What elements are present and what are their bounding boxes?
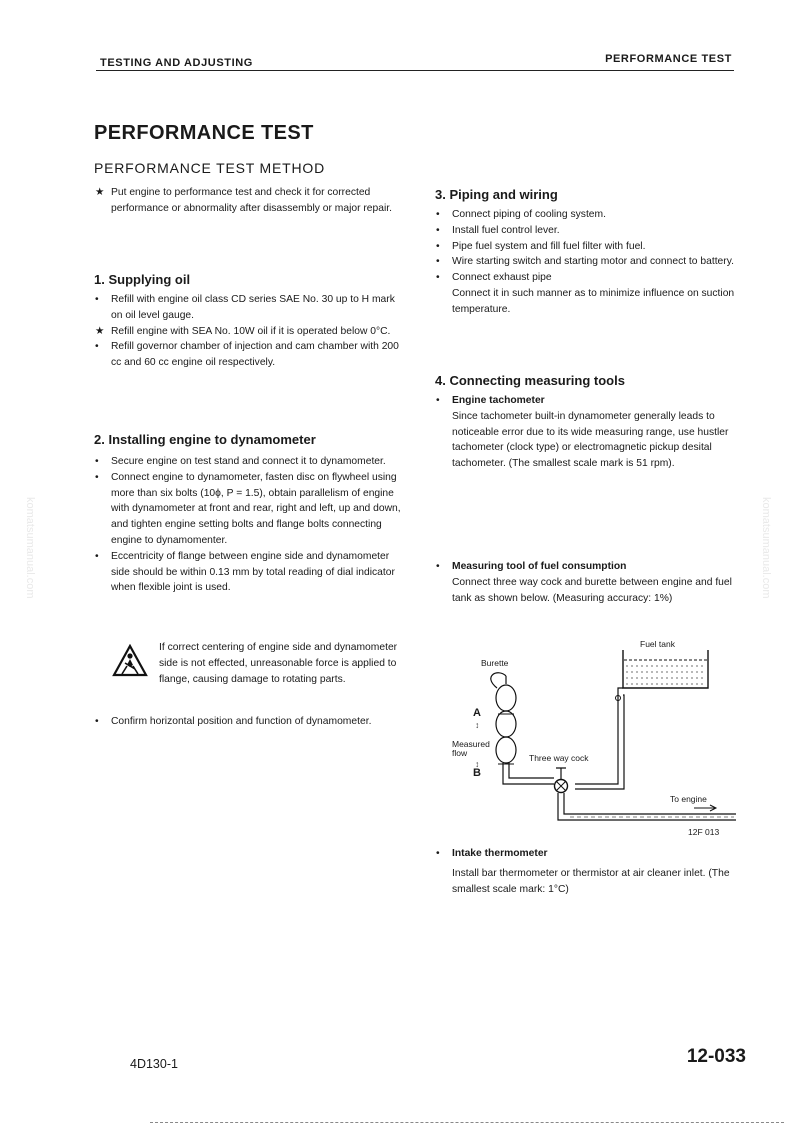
- section-1-title: 1. Supplying oil: [94, 272, 191, 287]
- section-2-title: 2. Installing engine to dynamometer: [94, 432, 316, 447]
- star-marker: ★: [95, 325, 105, 337]
- list-item: [435, 270, 743, 286]
- list-item: [435, 223, 743, 239]
- warning-text: If correct centering of engine side and dynamometer side is not effected, unreasonable force is applied to flange, causing damage to rotating parts.: [159, 642, 398, 685]
- item-text: Connect exhaust pipe: [452, 272, 552, 284]
- bullet-marker: •: [436, 209, 440, 220]
- list-item: [435, 207, 743, 223]
- burette-bulb-lower: [496, 737, 516, 763]
- tachometer-block: [435, 393, 743, 472]
- bullet-marker: •: [436, 561, 440, 572]
- flow-arrow: [694, 805, 716, 811]
- list-item: [94, 714, 402, 730]
- bottom-scan-line: [150, 1122, 784, 1124]
- burette-bulb-upper: [496, 685, 516, 711]
- item-text: Refill with engine oil class CD series SAE No. 30 up to H mark on oil level gauge.: [111, 294, 395, 321]
- item-text: Refill governor chamber of injection and cam chamber with 200 cc and 60 cc engine oil respectively.: [111, 341, 399, 369]
- item-text: Eccentricity of flange between engine side and dynamometer side should be within 0.13 mm by total reading of dial indicator when flexible joint is used.: [111, 550, 395, 594]
- measured-label: Measured: [452, 739, 490, 749]
- page-subtitle: PERFORMANCE TEST METHOD: [94, 160, 326, 176]
- item-text: Wire starting switch and starting motor and connect to battery.: [452, 256, 734, 268]
- star-marker: ★: [95, 187, 105, 198]
- tachometer-text: Since tachometer built-in dynamometer generally leads to noticeable error due to its wide measuring range, use hustler tachometer (clock type) or electromagnetic pickup desital tachometer. (The smallest scale mark is 51 rpm).: [452, 410, 729, 470]
- engine-pipe: [558, 793, 736, 820]
- burette-pipe: [503, 763, 554, 784]
- figure-ref: 12F 013: [688, 827, 720, 837]
- bullet-marker: •: [436, 395, 440, 406]
- fuel-measurement-diagram: [440, 636, 744, 841]
- burette-bulb-middle: [496, 711, 516, 737]
- arrow-b: ↕: [475, 759, 480, 769]
- list-item: [94, 292, 402, 324]
- list-item: [94, 324, 402, 340]
- intro-note: [94, 185, 402, 217]
- flow-label: flow: [452, 748, 468, 758]
- bullet-marker: •: [95, 471, 99, 483]
- fuel-consumption-block: [435, 559, 743, 606]
- intro-text: Put engine to performance test and check it for corrected performance or abnormality after disassembly or major repair.: [111, 187, 392, 214]
- bullet-marker: •: [95, 341, 99, 353]
- intake-text: Install bar thermometer or thermistor at air cleaner inlet. (The smallest scale mark: 1°C): [452, 867, 730, 895]
- section-2-last: [94, 714, 402, 730]
- item-text: Secure engine on test stand and connect it to dynamometer.: [111, 456, 386, 467]
- footer-page-number: 12-033: [686, 1046, 746, 1067]
- to-engine-label: To engine: [670, 794, 707, 804]
- section-3-title: 3. Piping and wiring: [435, 187, 558, 202]
- fuel-consumption-heading: Measuring tool of fuel consumption: [452, 561, 627, 572]
- watermark-right: komatsumanual.com: [760, 497, 772, 599]
- item-text: Install fuel control lever.: [452, 224, 560, 236]
- item-text: Confirm horizontal position and function of dynamometer.: [111, 716, 372, 727]
- fuel-consumption-text: Connect three way cock and burette between engine and fuel tank as shown below. (Measuring accuracy: 1%): [452, 576, 732, 604]
- list-item: [94, 454, 402, 470]
- section-4-title: 4. Connecting measuring tools: [435, 373, 625, 388]
- list-item: [435, 239, 743, 255]
- list-item: [94, 549, 402, 596]
- header-page-title: PERFORMANCE TEST: [605, 53, 732, 65]
- bullet-marker: •: [436, 224, 440, 236]
- header-section-title: TESTING AND ADJUSTING: [100, 57, 253, 69]
- arrow-a: ↕: [475, 720, 480, 730]
- bullet-marker: •: [95, 456, 99, 467]
- tank-pipe: [575, 688, 623, 784]
- item-text: Pipe fuel system and fill fuel filter with fuel.: [452, 240, 646, 252]
- bullet-marker: •: [436, 272, 440, 284]
- header-rule: [96, 70, 734, 71]
- mark-b-label: B: [473, 767, 481, 779]
- list-item: [435, 254, 743, 270]
- intake-heading: Intake thermometer: [452, 848, 548, 859]
- footer-model: 4D130-1: [130, 1057, 178, 1071]
- intake-thermometer-block: [435, 846, 743, 897]
- fuel-tank-outline: [623, 650, 708, 688]
- item-text: Connect piping of cooling system.: [452, 209, 606, 220]
- bullet-marker: •: [95, 294, 99, 305]
- warning-icon: [112, 644, 148, 678]
- section-1-list: [94, 292, 402, 371]
- burette-label: Burette: [481, 658, 509, 668]
- watermark-left: komatsumanual.com: [24, 497, 36, 599]
- list-item: [94, 339, 402, 371]
- bullet-marker: •: [436, 240, 440, 252]
- mark-a-label: A: [473, 707, 481, 719]
- section-2-list: [94, 454, 402, 596]
- list-item-note: [435, 286, 743, 318]
- three-way-cock-label: Three way cock: [529, 753, 589, 763]
- fuel-tank-label: Fuel tank: [640, 639, 675, 649]
- bullet-marker: •: [95, 716, 99, 727]
- bullet-marker: •: [436, 848, 440, 859]
- section-3-list: [435, 207, 743, 318]
- bullet-marker: •: [436, 256, 440, 268]
- item-text: Connect engine to dynamometer, fasten disc on flywheel using more than six bolts (10ϕ, P = 1.5), obtain parallelism of engine with dynamometer at front and rear, right and left, up and down, and tighten engine setting bolts and flange bolts connecting engine to dynamomenter.: [111, 471, 401, 546]
- bullet-marker: •: [95, 550, 99, 562]
- list-item: [94, 470, 402, 549]
- page-title: PERFORMANCE TEST: [94, 122, 314, 144]
- tachometer-heading: Engine tachometer: [452, 395, 545, 406]
- item-text: Connect it in such manner as to minimize influence on suction temperature.: [452, 287, 735, 315]
- item-text: Refill engine with SEA No. 10W oil if it is operated below 0°C.: [111, 325, 391, 337]
